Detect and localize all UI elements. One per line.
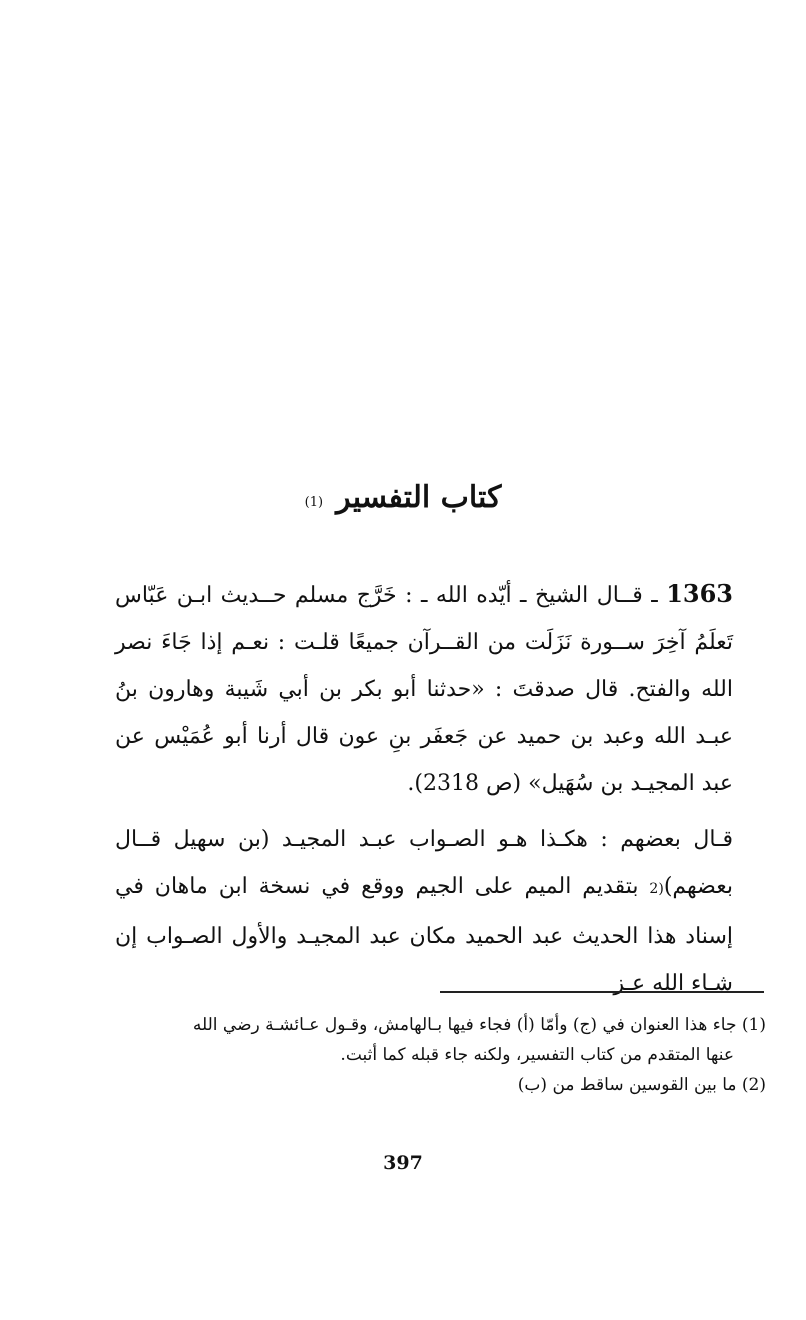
commentary-text-before: قـال بعضهم : هكـذا هـو الصـواب عبـد المجيـد (بن سهيل قــال بعضهم) (115, 827, 733, 899)
commentary-paragraph (115, 816, 733, 1007)
footnotes-section (112, 1010, 766, 1100)
hadith-text: ـ قــال الشيخ ـ أيّده الله ـ : خَرَّج مسلم حــديث ابـن عَبّاس تَعلَمُ آخِرَ ســورة نَزَلَت من القــرآن جميعًا قلـت : نعـم إذا جَاءَ نصر الله والفتح. قال صدقتَ : «حدثنا أبو بكر بن أبي شَيبة وهارون بنُ عبـد الله وعبد بن حميد عن جَعفَر بنِ عون قال أرنا أبو عُمَيْس عن عبد المجيـد بن سُهَيل» (ص 2318). (115, 583, 733, 796)
commentary-text-after: بتقديم الميم على الجيم ووقع في نسخة ابن ماهان في إسناد هذا الحديث عبد الحميد مكان عبد المجيـد والأول الصـواب إن شـاء الله عـز (115, 874, 733, 996)
chapter-heading (0, 480, 806, 515)
footnote-1-line-1: (1) جاء هذا العنوان في (ج) وأمّا (أ) فجاء فيها بـالهامش، وقـول عـائشـة رضي الله (192, 1015, 766, 1035)
page-number: 397 (383, 1152, 423, 1174)
chapter-title: كتاب التفسير (336, 480, 502, 515)
hadith-number: 1363 (666, 579, 733, 608)
hadith-paragraph (115, 570, 733, 807)
commentary-footnote-ref: (2 (649, 881, 664, 897)
chapter-footnote-ref: (1) (304, 495, 324, 510)
footnote-divider (440, 991, 764, 993)
footnote-2: (2) ما بين القوسين ساقط من (ب) (517, 1075, 766, 1095)
footnote-1-line-2: عنها المتقدم من كتاب التفسير، ولكنه جاء قبله كما أثبت. (340, 1045, 734, 1065)
